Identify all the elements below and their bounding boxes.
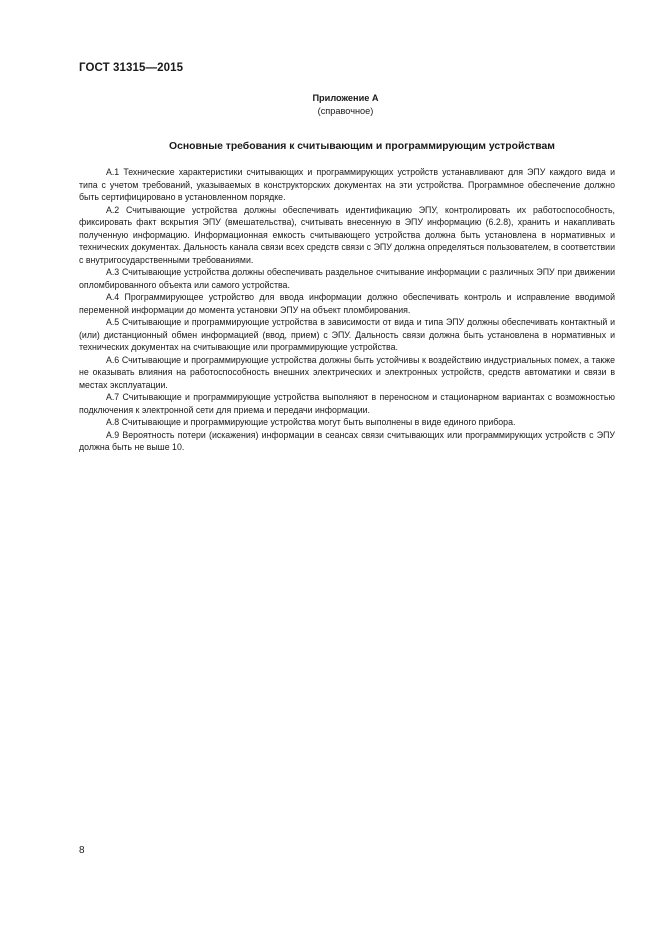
paragraph-a1: А.1 Технические характеристики считывающих и программирующих устройств устанавливают для ЭПУ каждого вида и типа с учетом требований, указываемых в конструкторских документах на эти устройства. Программное обеспечение должно быть сертифицировано в установленном порядке. (79, 167, 615, 202)
document-body (79, 166, 615, 454)
paragraph-a7: А.7 Считывающие и программирующие устройства выполняют в переносном и стационарном вариантах с возможностью подключения к электронной сети для приема и передачи информации. (79, 392, 615, 415)
page-number: 8 (79, 845, 85, 856)
paragraph-a3: А.3 Считывающие устройства должны обеспечивать раздельное считывание информации с различных ЭПУ при движении опломбированного объекта или самого устройства. (79, 267, 615, 290)
appendix-label: Приложение А (312, 93, 379, 103)
section-title: Основные требования к считывающим и программирующим устройствам (169, 141, 555, 152)
paragraph-a4: А.4 Программирующее устройство для ввода информации должно обеспечивать контроль и исправление вводимой переменной информации до момента установки ЭПУ на объект пломбирования. (79, 292, 615, 315)
appendix-heading (0, 92, 661, 118)
appendix-type: (справочное) (317, 106, 374, 116)
paragraph-a6: А.6 Считывающие и программирующие устройства должны быть устойчивы к воздействию индустриальных помех, а также не оказывать влияния на работоспособность внешних электрических и электронных устройств, средств автоматики и связи в местах эксплуатации. (79, 354, 615, 390)
paragraph-a9: А.9 Вероятность потери (искажения) информации в сеансах связи считывающих или программирующих устройств с ЭПУ должна быть не выше 10. (79, 429, 615, 452)
paragraph-a2: А.2 Считывающие устройства должны обеспечивать идентификацию ЭПУ, контролировать их работоспособность, фиксировать факт вскрытия ЭПУ (вмешательства), считывать внесенную в ЭПУ информацию (6.2.8), хранить и накапливать полученную информацию. Информационная емкость считывающего устройства должна быть установлена в нормативных и технических документах. Дальность канала связи всех средств связи с ЭПУ должна определяться пользователем, в соответствии с внутригосударственными требованиями. (79, 204, 615, 265)
paragraph-a5: А.5 Считывающие и программирующие устройства в зависимости от вида и типа ЭПУ должны обеспечивать контактный и (или) дистанционный обмен информацией (ввод, прием) с ЭПУ. Дальность связи должна быть установлена в нормативных и технических документах на считывающие или программирующие устройства. (79, 317, 615, 352)
document-header: ГОСТ 31315—2015 (79, 62, 184, 74)
paragraph-a8: А.8 Считывающие и программирующие устройства могут быть выполнены в виде единого прибора. (106, 417, 516, 427)
